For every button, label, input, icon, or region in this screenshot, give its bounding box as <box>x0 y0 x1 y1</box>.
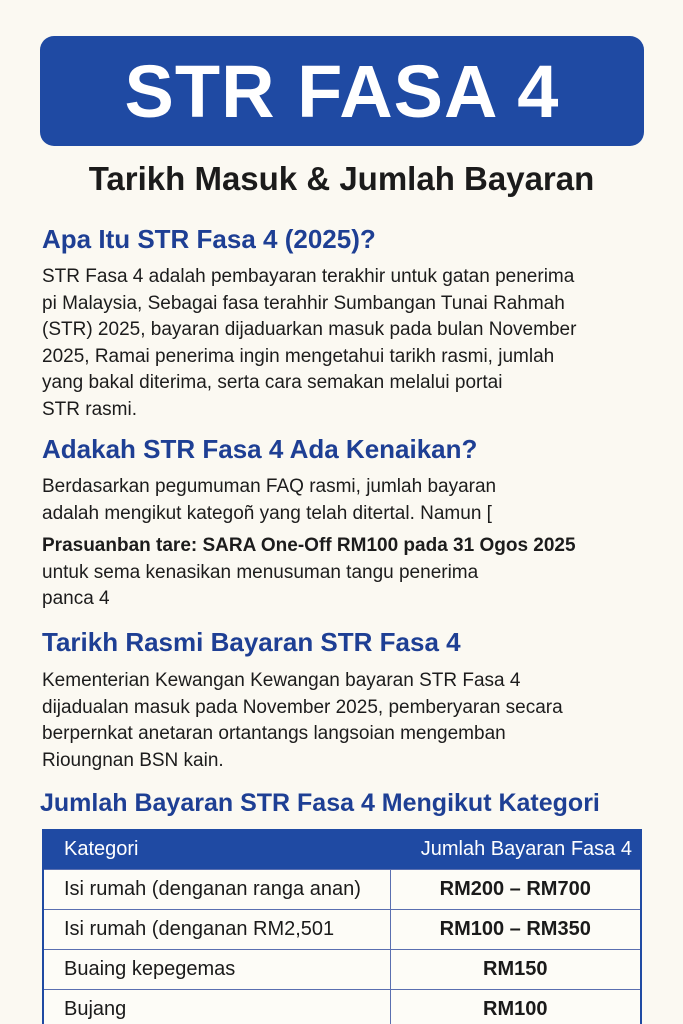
table-row <box>44 869 640 909</box>
table-heading: Jumlah Bayaran STR Fasa 4 Mengikut Kategori <box>40 789 600 817</box>
section-body-kenaikan <box>42 474 642 613</box>
section-heading-apa-itu: Apa Itu STR Fasa 4 (2025)? <box>42 224 376 254</box>
table-row <box>44 909 640 949</box>
paragraph-line: Rioungnan BSN kain. <box>42 749 224 771</box>
paragraph-line: 2025, Ramai penerima ingin mengetahui tarikh rasmi, jumlah <box>42 345 555 367</box>
section-body-apa-itu <box>42 264 642 423</box>
table-cell-kategori: Bujang <box>44 989 390 1024</box>
paragraph-line: pi Malaysia, Sebagai fasa terahhir Sumbangan Tunai Rahmah <box>42 292 565 314</box>
payment-table <box>42 829 642 1024</box>
paragraph-line: panca 4 <box>42 588 110 609</box>
paragraph-line: Kementerian Kewangan Kewangan bayaran STR Fasa 4 <box>42 670 521 691</box>
column-header-jumlah: Jumlah Bayaran Fasa 4 <box>390 831 640 869</box>
table-cell-kategori: Buaing kepegemas <box>44 949 390 989</box>
paragraph-line: berpernkat anetaran ortantangs langsoian mengemban <box>42 723 506 744</box>
page-subtitle: Tarikh Masuk & Jumlah Bayaran <box>88 160 595 197</box>
table-cell-amount: RM150 <box>390 949 640 989</box>
table-cell-amount: RM100 – RM350 <box>390 909 640 949</box>
paragraph-line: dijadualan masuk pada November 2025, pemberyaran secara <box>42 696 563 718</box>
section-body-tarikh <box>42 668 642 774</box>
table-cell-kategori: Isi rumah (denganan ranga anan) <box>44 869 390 909</box>
column-header-kategori: Kategori <box>44 831 390 869</box>
table-row <box>44 989 640 1024</box>
table-cell-kategori: Isi rumah (denganan RM2,501 <box>44 909 390 949</box>
paragraph-line: Berdasarkan pegumuman FAQ rasmi, jumlah bayaran <box>42 476 497 497</box>
paragraph-line: (STR) 2025, bayaran dijaduarkan masuk pada bulan November <box>42 319 577 340</box>
table-cell-amount: RM200 – RM700 <box>390 869 640 909</box>
paragraph-line-highlight: Prasuanban tare: SARA One-Off RM100 pada 31 Ogos 2025 <box>42 535 576 556</box>
paragraph-line: adalah mengikut kategoñ yang telah ditertal. Namun [ <box>42 502 492 524</box>
paragraph-line: untuk sema kenasikan menusuman tangu penerima <box>42 561 479 583</box>
section-heading-tarikh: Tarikh Rasmi Bayaran STR Fasa 4 <box>42 627 461 657</box>
paragraph-line: STR rasmi. <box>42 398 137 420</box>
page-title: STR FASA 4 <box>124 49 560 133</box>
table-cell-amount: RM100 <box>390 989 640 1024</box>
table-header-row <box>44 831 640 869</box>
paragraph-line: STR Fasa 4 adalah pembayaran terakhir untuk gatan penerima <box>42 266 575 287</box>
section-heading-kenaikan: Adakah STR Fasa 4 Ada Kenaikan? <box>42 434 478 464</box>
title-banner <box>40 36 644 146</box>
paragraph-line: yang bakal diterima, serta cara semakan melalui portai <box>42 372 503 393</box>
table-row <box>44 949 640 989</box>
